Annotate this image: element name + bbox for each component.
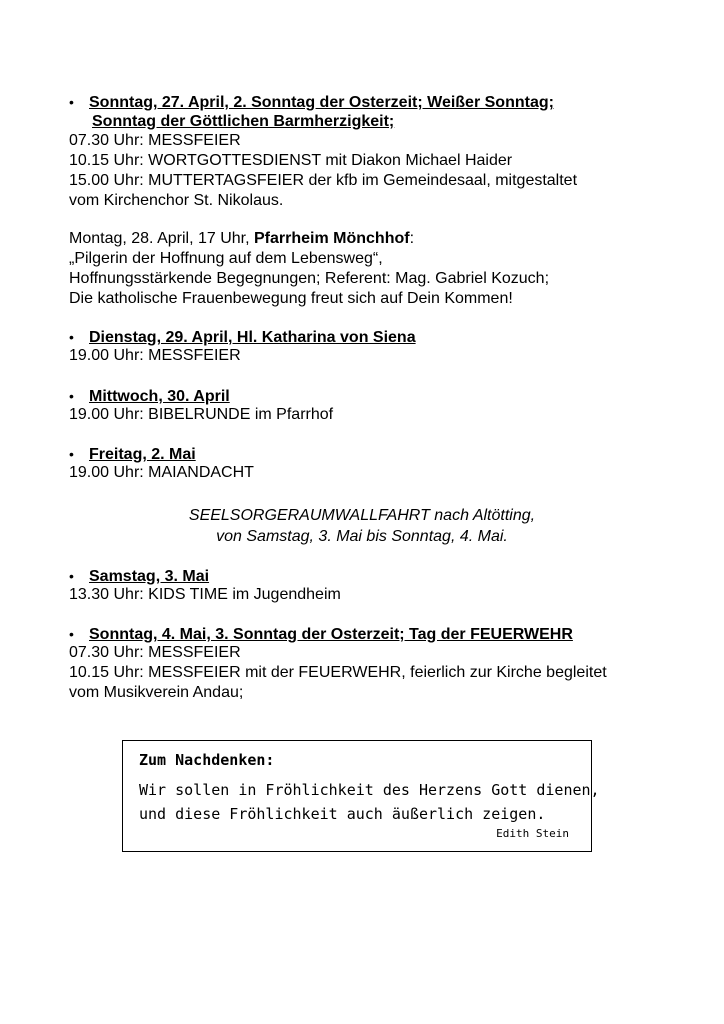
- event-intro-line: [69, 229, 414, 249]
- entry-heading-wednesday: [69, 386, 230, 407]
- quote-title: Zum Nachdenken:: [139, 751, 275, 769]
- bullet: •: [69, 329, 74, 345]
- schedule-line: 19.00 Uhr: MAIANDACHT: [69, 464, 254, 481]
- entry-heading-sunday-april-27: [69, 92, 554, 113]
- event-date-text: Montag, 28. April, 17 Uhr,: [69, 230, 254, 247]
- schedule-line: 07.30 Uhr: MESSFEIER: [69, 644, 241, 661]
- entry-heading-tuesday: [69, 327, 416, 348]
- schedule-line: 19.00 Uhr: BIBELRUNDE im Pfarrhof: [69, 406, 334, 423]
- entry-heading-text: Mittwoch, 30. April: [89, 388, 230, 405]
- entry-heading-text: Sonntag, 27. April, 2. Sonntag der Osterzeit; Weißer Sonntag;: [89, 94, 554, 111]
- pilgrimage-line1: SEELSORGERAUMWALLFAHRT nach Altötting,: [188, 507, 536, 524]
- event-colon: :: [409, 230, 415, 247]
- schedule-line: 13.30 Uhr: KIDS TIME im Jugendheim: [69, 586, 341, 603]
- schedule-line: 07.30 Uhr: MESSFEIER: [69, 132, 241, 149]
- quote-author: Edith Stein: [496, 827, 569, 840]
- bullet: •: [69, 446, 74, 462]
- entry-heading-text-line2: Sonntag der Göttlichen Barmherzigkeit;: [92, 113, 395, 130]
- event-line: Die katholische Frauenbewegung freut sich auf Dein Kommen!: [69, 290, 513, 307]
- bullet: •: [69, 94, 74, 110]
- entry-heading-text: Freitag, 2. Mai: [89, 446, 196, 463]
- event-line: „Pilgerin der Hoffnung auf dem Lebensweg“,: [69, 250, 383, 267]
- event-line: Hoffnungsstärkende Begegnungen; Referent: Mag. Gabriel Kozuch;: [69, 270, 550, 287]
- entry-heading-text: Sonntag, 4. Mai, 3. Sonntag der Osterzeit; Tag der FEUERWEHR: [89, 626, 573, 643]
- entry-heading-friday: [69, 444, 196, 465]
- bullet: •: [69, 568, 74, 584]
- bullet: •: [69, 388, 74, 404]
- schedule-line: 10.15 Uhr: MESSFEIER mit der FEUERWEHR, feierlich zur Kirche begleitet: [69, 664, 607, 681]
- entry-heading-sunday-may-4: [69, 624, 573, 645]
- schedule-line: vom Kirchenchor St. Nikolaus.: [69, 192, 284, 209]
- quote-box: [122, 740, 600, 852]
- quote-line: Wir sollen in Fröhlichkeit des Herzens Gott dienen,: [139, 781, 600, 799]
- entry-heading-text: Samstag, 3. Mai: [89, 568, 210, 585]
- bullet: •: [69, 626, 74, 642]
- schedule-line: 19.00 Uhr: MESSFEIER: [69, 347, 241, 364]
- schedule-line: 15.00 Uhr: MUTTERTAGSFEIER der kfb im Gemeindesaal, mitgestaltet: [69, 172, 578, 189]
- pilgrimage-line2: von Samstag, 3. Mai bis Sonntag, 4. Mai.: [216, 528, 508, 545]
- quote-line: und diese Fröhlichkeit auch äußerlich zeigen.: [139, 805, 546, 823]
- schedule-line: 10.15 Uhr: WORTGOTTESDIENST mit Diakon Michael Haider: [69, 152, 513, 169]
- entry-heading-saturday: [69, 566, 209, 587]
- event-place: Pfarrheim Mönchhof: [254, 230, 410, 247]
- entry-heading-text: Dienstag, 29. April, Hl. Katharina von Siena: [89, 329, 416, 346]
- schedule-line: vom Musikverein Andau;: [69, 684, 244, 701]
